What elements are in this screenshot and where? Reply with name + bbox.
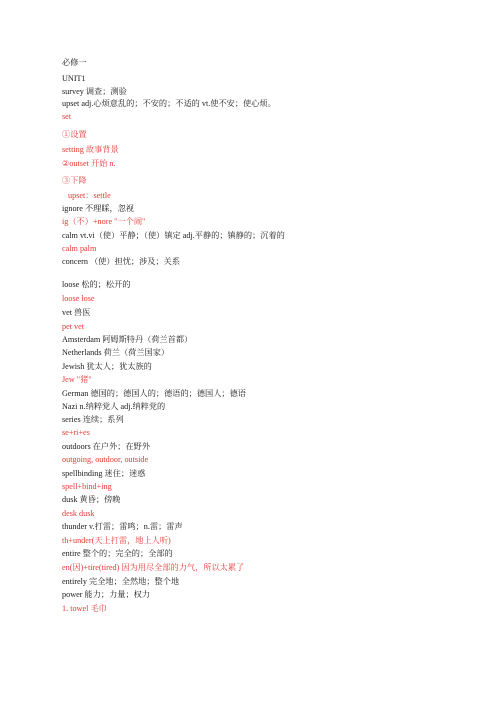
vocab-entry-line: ignore 不理睬，忽视	[62, 204, 135, 213]
mnemonic-note-line: pet vet	[62, 322, 85, 331]
mnemonic-note-line: calm palm	[62, 244, 97, 253]
vocab-entry-line: thunder v.打雷；雷鸣；n.雷；雷声	[62, 522, 183, 531]
vocab-entry-line: entire 整个的；完全的；全部的	[62, 549, 173, 558]
mnemonic-note-line: th+under(天上打雷，地上人听)	[62, 536, 171, 545]
vocab-entry-line: loose 松的；松开的	[62, 280, 131, 289]
mnemonic-note-line: loose lose	[62, 294, 95, 303]
mnemonic-note-line: ②outset 开始 n.	[62, 159, 116, 168]
mnemonic-note-line: setting 故事背景	[62, 145, 119, 154]
vocab-entry-line: spellbinding 迷住；迷惑	[62, 469, 146, 478]
vocab-entry-line: power 能力；力量；权力	[62, 590, 151, 599]
mnemonic-note-line: Jew "猪"	[62, 375, 92, 384]
mnemonic-note-line: set	[62, 112, 72, 121]
mnemonic-note-line: ①设置	[62, 130, 87, 139]
mnemonic-note-line: desk dusk	[62, 509, 95, 518]
vocab-entry-line: upset adj.心烦意乱的；不安的；不适的 vt.使不安；使心烦。	[62, 99, 276, 108]
mnemonic-note-line: outgoing, outdoor, outside	[62, 455, 149, 464]
mnemonic-note-line: ig（不）+nore "一个闹"	[62, 217, 146, 226]
mnemonic-note-line: spell+bind+ing	[62, 482, 112, 491]
vocab-entry-line: Amsterdam 阿姆斯特丹（荷兰首都）	[62, 335, 193, 344]
vocab-entry-line: German 德国的；德国人的；德语的；德国人；德语	[62, 389, 246, 398]
mnemonic-note-line: ③下降	[62, 176, 87, 185]
vocab-entry-line: entirely 完全地；全然地；整个地	[62, 577, 180, 586]
vocab-entry-line: survey 调查；测验	[62, 87, 127, 96]
vocab-entry-line: 必修一	[62, 58, 87, 67]
vocab-entry-line: dusk 黄昏；傍晚	[62, 495, 121, 504]
vocab-entry-line: Netherlands 荷兰（荷兰国家）	[62, 348, 170, 357]
vocab-entry-line: series 连续；系列	[62, 415, 124, 424]
mnemonic-note-line: se+ri+es	[62, 428, 90, 437]
mnemonic-note-line: upset：settle	[68, 191, 111, 200]
mnemonic-note-line: en(因)+tire(tired) 因为用尽全部的力气，所以太累了	[62, 563, 245, 572]
vocab-entry-line: outdoors 在户外；在野外	[62, 442, 151, 451]
vocab-entry-line: UNIT1	[62, 74, 86, 83]
vocab-entry-line: calm vt.vi（使）平静；（使）镇定 adj.平静的；镇静的；沉着的	[62, 231, 285, 240]
vocab-entry-line: Jewish 犹太人；犹太族的	[62, 362, 152, 371]
vocab-entry-line: Nazi n.纳粹党人 adj.纳粹党的	[62, 402, 166, 411]
vocab-entry-line: vet 兽医	[62, 308, 91, 317]
vocab-entry-line: concern （使）担忧；涉及；关系	[62, 257, 181, 266]
mnemonic-note-line: 1. towel 毛巾	[62, 604, 107, 613]
